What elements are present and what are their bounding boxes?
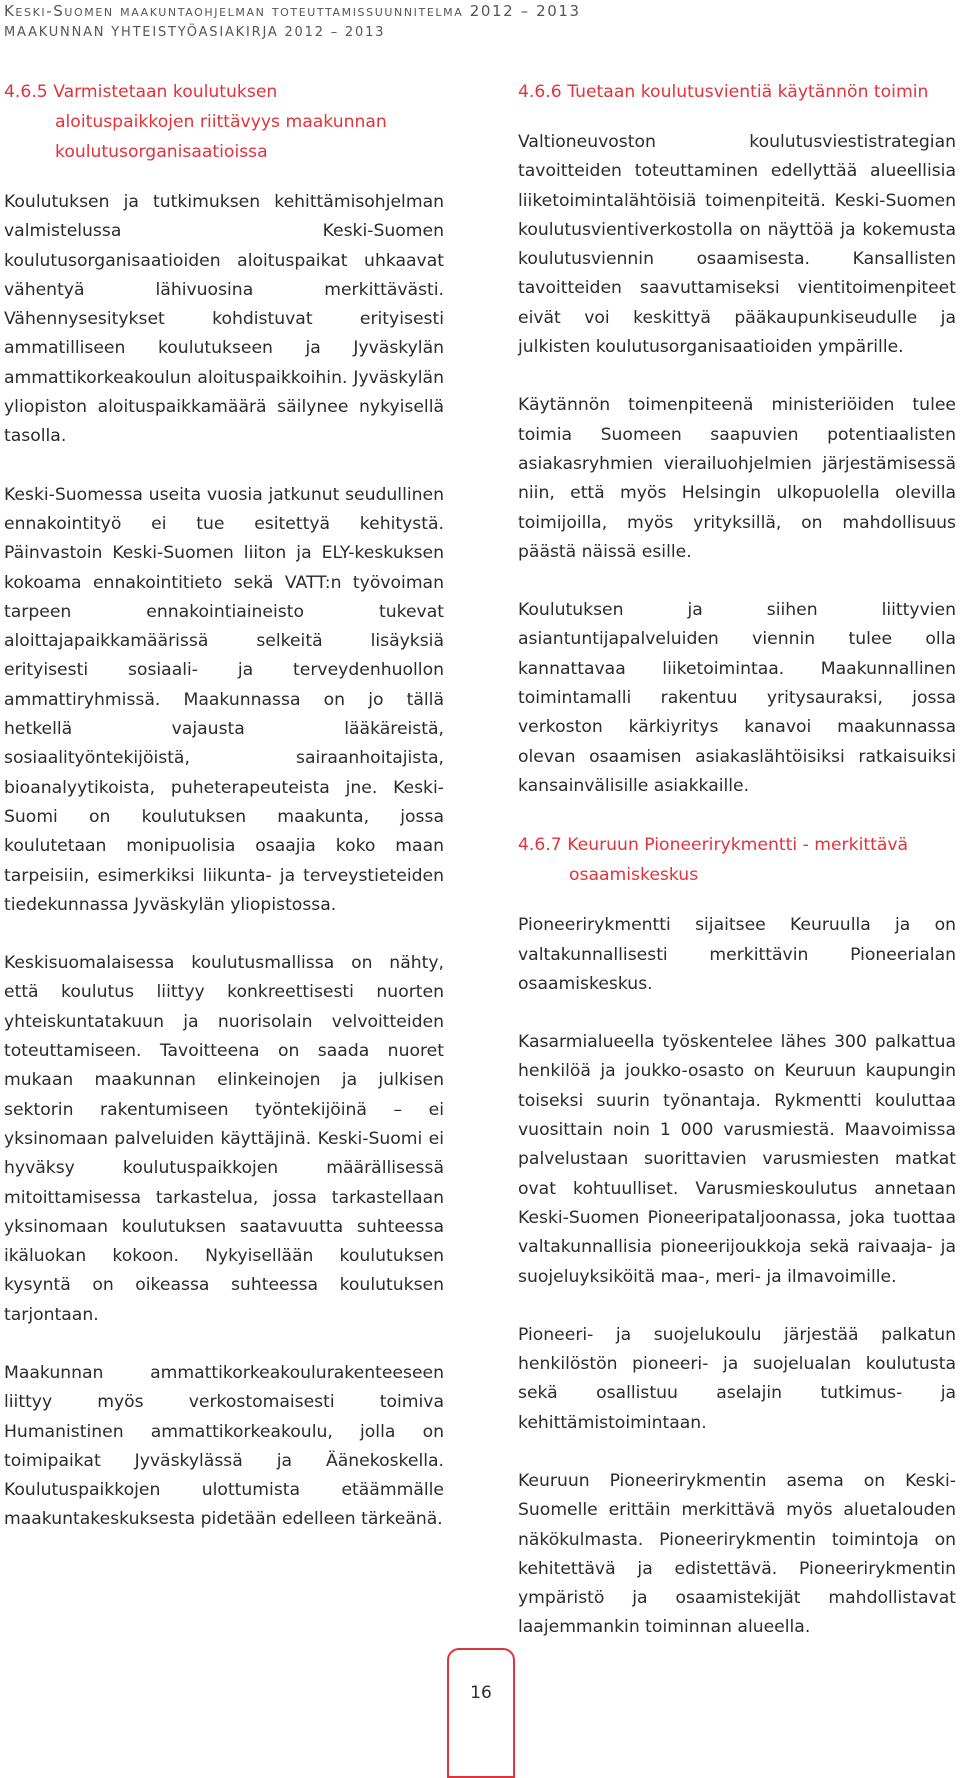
section-heading-4-6-7 [518, 830, 956, 890]
section-heading-4-6-5 [4, 77, 444, 167]
body-paragraph: Keskisuomalaisessa koulutusmallissa on nähty, että koulutus liittyy konkreettisesti nuorten yhteiskuntatakuun ja nuorisolain velvoitteiden toteuttamiseen. Tavoitteena on saada nuoret mukaan maakunnan elinkeinojen ja julkisen sektorin rakentumiseen työntekijöinä – ei yksinomaan palveluiden käyttäjinä. Keski-Suomi ei hyväksy koulutuspaikkojen määrällisessä mitoittamisessa tarkastelua, jossa tarkastellaan yksinomaan koulutuksen saatavuutta suhteessa ikäluokan kokoon. Nykyisellään koulutuksen kysyntä on oikeassa suhteessa koulutuksen tarjontaan. [4, 953, 444, 1325]
body-paragraph: Keski-Suomessa useita vuosia jatkunut seudullinen ennakointityö ei tue esitettyä kehitystä. Päinvastoin Keski-Suomen liiton ja ELY-keskuksen kokoama ennakointitieto sekä VATT:n työvoiman tarpeen ennakointiaineisto tukevat aloittajapaikkamäärissä selkeitä lisäyksiä erityisesti sosiaali- ja terveydenhuollon ammattiryhmissä. Maakunnassa on jo tällä hetkellä vajausta lääkäreistä, sosiaalityöntekijöistä, sairaanhoitajista, bioanalyytikoista, puheterapeuteista jne. Keski-Suomi on koulutuksen maakunta, jossa koulutetaan monipuolisia osaajia koko maan tarpeisiin, esimerkiksi liikunta- ja terveystieteiden tiedekunnassa Jyväskylän yliopistossa. [4, 484, 444, 915]
body-paragraph: Koulutuksen ja siihen liittyvien asiantuntijapalveluiden viennin tulee olla kannattavaa liiketoimintaa. Maakunnallinen toimintamalli rakentuu yritysauraksi, jossa verkoston kärkiyritys kanavoi maakunnassa olevan osaamisen asiakaslähtöisiksi ratkaisuiksi kansainvälisille asiakkaille. [518, 600, 956, 796]
body-paragraph: Maakunnan ammattikorkeakoulurakenteeseen liittyy myös verkostomaisesti toimiva Humanistinen ammattikorkeakoulu, jolla on toimipaikat Jyväskylässä ja Äänekoskella. Koulutuspaikkojen ulottumista etäämmälle maakuntakeskuksesta pidetään edelleen tärkeänä. [4, 1362, 444, 1530]
right-column [518, 76, 956, 1672]
running-header [4, 0, 944, 44]
body-paragraph: Pioneerirykmentti sijaitsee Keuruulla ja on valtakunnallisesti merkittävin Pioneerialan osaamiskeskus. [518, 915, 956, 994]
section-title-line: koulutusorganisaatioissa [55, 142, 268, 162]
section-number: 4.6.5 [4, 82, 48, 102]
section-title-line: osaamiskeskus [569, 865, 699, 886]
body-paragraph: Koulutuksen ja tutkimuksen kehittämisohjelman valmistelussa Keski-Suomen koulutusorganisaatioiden aloituspaikat uhkaavat vähentyä lähivuosina merkittävästi. Vähennysesitykset kohdistuvat erityisesti ammatilliseen koulutukseen ja Jyväskylän ammattikorkeakoulun aloituspaikkoihin. Jyväskylän yliopiston aloituspaikkamäärä säilynee nykyisellä tasolla. [4, 192, 444, 447]
page-number-tab [447, 1648, 515, 1778]
section-title-line: aloituspaikkojen riittävyys maakunnan [55, 112, 387, 132]
section-heading-4-6-6 [518, 77, 956, 107]
section-title: Tuetaan koulutusvientiä käytännön toimin [567, 82, 929, 102]
body-paragraph: Kasarmialueella työskentelee lähes 300 palkattua henkilöä ja joukko-osasto on Keuruun kaupungin toiseksi suurin työnantaja. Rykmentti kouluttaa vuosittain noin 1 000 varusmiestä. Maavoimissa palvelustaan suorittavien varusmiesten matkat ovat kohtuulliset. Varusmieskoulutus annetaan Keski-Suomen Pioneeripataljoonassa, joka tuottaa valtakunnallisia pioneerijoukkoja sekä raivaaja- ja suojeluyksiköitä maa-, meri- ja ilmavoimille. [518, 1032, 956, 1287]
header-title: Keski-Suomen maakuntaohjelman toteuttamissuunnitelma 2012 – 2013 [4, 2, 581, 20]
body-paragraph: Valtioneuvoston koulutusviestistrategian tavoitteiden toteuttaminen edellyttää alueellisia liiketoimintalähtöisiä toimenpiteitä. Keski-Suomen koulutusvientiverkostolla on näyttöä ja kokemusta koulutusviennin osaamisesta. Kansallisten tavoitteiden saavuttamiseksi vientitoimenpiteet eivät voi keskittyä pääkaupunkiseudulle ja julkisten koulutusorganisaatioiden ympärille. [518, 132, 956, 358]
section-number: 4.6.7 [518, 835, 562, 856]
section-title-line: Keuruun Pioneerirykmentti - merkittävä [567, 835, 909, 856]
section-title-line: Varmistetaan koulutuksen [53, 82, 278, 102]
body-paragraph: Pioneeri- ja suojelukoulu järjestää palkatun henkilöstön pioneeri- ja suojelualan koulutusta sekä osallistuu aselajin tutkimus- ja kehittämistoimintaan. [518, 1324, 956, 1433]
body-paragraph: Keuruun Pioneerirykmentin asema on Keski-Suomelle erittäin merkittävä myös aluetalouden näkökulmasta. Pioneerirykmentin toimintoja on kehitettävä ja edistettävä. Pioneerirykmentin ympäristö ja osaamistekijät mahdollistavat laajemmankin toiminnan alueella. [518, 1470, 956, 1638]
left-column [4, 76, 444, 1564]
header-subtitle: MAAKUNNAN YHTEISTYÖASIAKIRJA 2012 – 2013 [4, 25, 386, 40]
page-number: 16 [470, 1683, 492, 1703]
section-number: 4.6.6 [518, 82, 562, 102]
body-paragraph: Käytännön toimenpiteenä ministeriöiden tulee toimia Suomeen saapuvien potentiaalisten asiakasryhmien vierailuohjelmien järjestämisessä niin, että myös Helsingin ulkopuolella olevilla toimijoilla, myös yrityksillä, on mahdollisuus päästä näissä esille. [518, 395, 956, 562]
